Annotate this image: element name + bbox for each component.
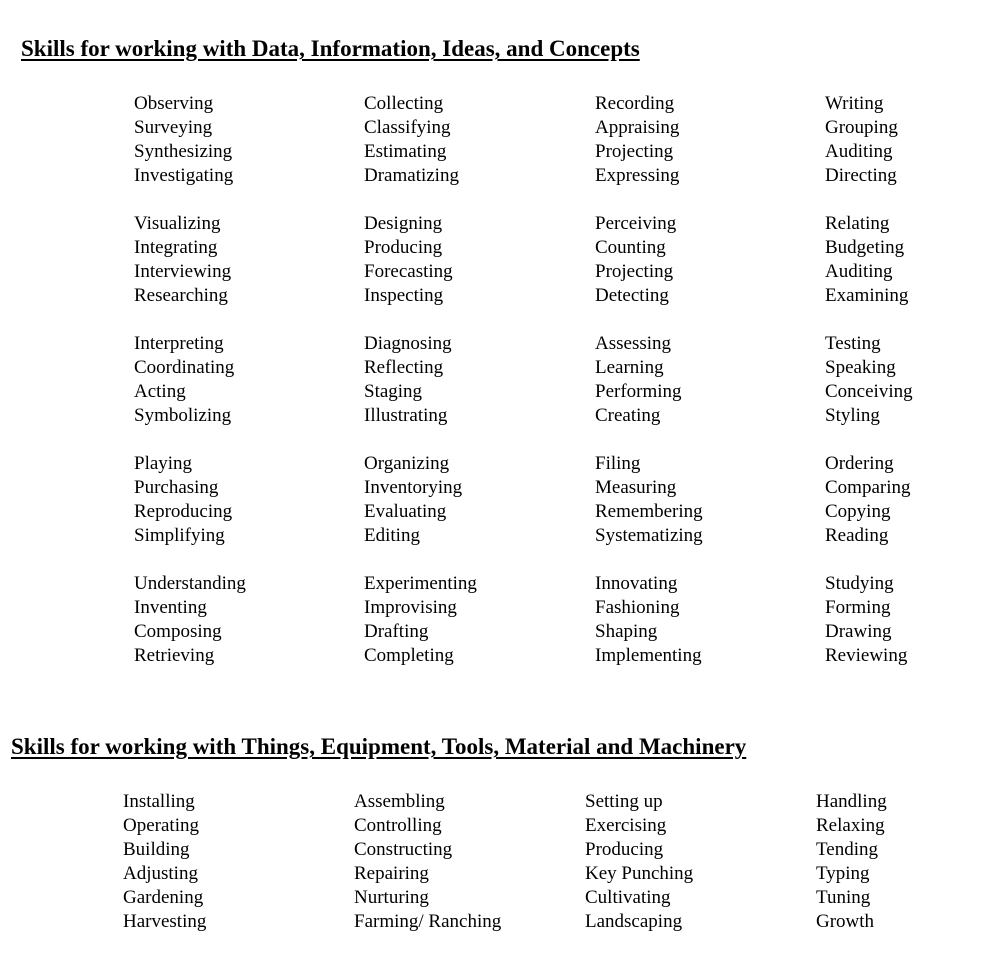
- skills-column: [354, 790, 501, 934]
- skill-word: Completing: [364, 645, 454, 666]
- skill-word: Inventorying: [364, 477, 463, 498]
- skill-word: Staging: [364, 381, 423, 402]
- skill-word: Projecting: [595, 141, 674, 162]
- skill-word: Remembering: [595, 501, 703, 522]
- skill-word: Reading: [825, 525, 889, 546]
- skill-group: [825, 452, 913, 548]
- skill-word: Copying: [825, 501, 891, 522]
- skill-word: Reflecting: [364, 357, 444, 378]
- skill-word: Gardening: [123, 887, 204, 908]
- skill-word: Estimating: [364, 141, 447, 162]
- skill-word: Examining: [825, 285, 909, 306]
- skill-word: Growth: [816, 911, 875, 932]
- skill-group: [825, 212, 913, 308]
- skill-group: [134, 572, 246, 668]
- skill-word: Styling: [825, 405, 880, 426]
- skill-word: Diagnosing: [364, 333, 452, 354]
- skill-word: Producing: [364, 237, 443, 258]
- skill-word: Landscaping: [585, 911, 683, 932]
- skill-word: Illustrating: [364, 405, 448, 426]
- skill-word: Understanding: [134, 573, 246, 594]
- skill-group: [364, 92, 477, 188]
- skill-word: Editing: [364, 525, 420, 546]
- skill-word: Relaxing: [816, 815, 885, 836]
- section-heading-data-ideas: Skills for working with Data, Information, Ideas, and Concepts: [21, 36, 640, 61]
- skill-word: Projecting: [595, 261, 674, 282]
- skill-word: Relating: [825, 213, 890, 234]
- skill-group: [364, 572, 477, 668]
- skill-word: Forecasting: [364, 261, 453, 282]
- skill-group: [364, 452, 477, 548]
- skill-word: Assessing: [595, 333, 672, 354]
- skill-word: Handling: [816, 791, 887, 812]
- skill-word: Constructing: [354, 839, 453, 860]
- skill-word: Exercising: [585, 815, 667, 836]
- skill-group: [595, 212, 703, 308]
- skill-word: Interpreting: [134, 333, 224, 354]
- skill-word: Performing: [595, 381, 682, 402]
- skill-group: [825, 332, 913, 428]
- skill-word: Acting: [134, 381, 186, 402]
- skill-group: [134, 332, 246, 428]
- skill-word: Harvesting: [123, 911, 207, 932]
- skill-word: Drawing: [825, 621, 892, 642]
- skill-word: Retrieving: [134, 645, 215, 666]
- skill-word: Typing: [816, 863, 870, 884]
- skill-word: Budgeting: [825, 237, 905, 258]
- skill-word: Studying: [825, 573, 894, 594]
- skill-word: Inventing: [134, 597, 207, 618]
- skill-word: Purchasing: [134, 477, 219, 498]
- skill-word: Dramatizing: [364, 165, 459, 186]
- skill-word: Appraising: [595, 117, 680, 138]
- skill-group: [825, 92, 913, 188]
- skill-word: Symbolizing: [134, 405, 232, 426]
- skill-word: Writing: [825, 93, 884, 114]
- skill-group: [595, 452, 703, 548]
- skill-word: Reproducing: [134, 501, 233, 522]
- skill-word: Setting up: [585, 791, 663, 812]
- skill-word: Conceiving: [825, 381, 913, 402]
- skill-word: Forming: [825, 597, 891, 618]
- skill-group: [134, 452, 246, 548]
- skill-word: Drafting: [364, 621, 429, 642]
- section-heading-things-equipment: Skills for working with Things, Equipment, Tools, Material and Machinery: [11, 734, 747, 759]
- skills-column: [816, 790, 887, 934]
- skill-word: Installing: [123, 791, 195, 812]
- skill-word: Innovating: [595, 573, 678, 594]
- skill-word: Creating: [595, 405, 661, 426]
- skill-group: [825, 572, 913, 668]
- skill-word: Perceiving: [595, 213, 677, 234]
- skill-word: Comparing: [825, 477, 911, 498]
- skill-word: Auditing: [825, 261, 893, 282]
- skill-word: Detecting: [595, 285, 669, 306]
- skill-word: Nurturing: [354, 887, 429, 908]
- skill-word: Organizing: [364, 453, 450, 474]
- skill-word: Expressing: [595, 165, 680, 186]
- skills-column: [585, 790, 693, 934]
- skill-word: Visualizing: [134, 213, 221, 234]
- skill-word: Coordinating: [134, 357, 235, 378]
- skill-word: Classifying: [364, 117, 451, 138]
- skill-word: Building: [123, 839, 190, 860]
- skill-word: Researching: [134, 285, 228, 306]
- skill-word: Improvising: [364, 597, 457, 618]
- skill-word: Farming/ Ranching: [354, 911, 502, 932]
- skill-word: Ordering: [825, 453, 894, 474]
- skill-word: Producing: [585, 839, 664, 860]
- skill-word: Key Punching: [585, 863, 694, 884]
- skill-word: Implementing: [595, 645, 702, 666]
- skill-word: Auditing: [825, 141, 893, 162]
- skill-word: Repairing: [354, 863, 429, 884]
- skills-column: [595, 92, 703, 692]
- skill-word: Reviewing: [825, 645, 908, 666]
- skill-word: Investigating: [134, 165, 234, 186]
- skill-word: Integrating: [134, 237, 218, 258]
- skill-word: Grouping: [825, 117, 898, 138]
- skill-word: Speaking: [825, 357, 896, 378]
- skill-word: Designing: [364, 213, 443, 234]
- skill-word: Directing: [825, 165, 897, 186]
- skill-word: Composing: [134, 621, 222, 642]
- skill-word: Controlling: [354, 815, 442, 836]
- skill-group: [595, 572, 703, 668]
- skill-word: Shaping: [595, 621, 658, 642]
- skill-word: Collecting: [364, 93, 444, 114]
- skills-column: [134, 92, 246, 692]
- skill-word: Inspecting: [364, 285, 444, 306]
- skill-group: [364, 332, 477, 428]
- skill-word: Tuning: [816, 887, 871, 908]
- skill-word: Fashioning: [595, 597, 680, 618]
- skill-group: [134, 212, 246, 308]
- skill-word: Interviewing: [134, 261, 232, 282]
- skill-word: Adjusting: [123, 863, 198, 884]
- skill-word: Testing: [825, 333, 881, 354]
- skill-word: Tending: [816, 839, 878, 860]
- skill-word: Counting: [595, 237, 666, 258]
- skill-group: [595, 92, 703, 188]
- skill-word: Experimenting: [364, 573, 477, 594]
- skill-group: [595, 332, 703, 428]
- skill-group: [364, 212, 477, 308]
- skill-word: Filing: [595, 453, 641, 474]
- skill-word: Learning: [595, 357, 664, 378]
- skills-column: [364, 92, 477, 692]
- skill-word: Simplifying: [134, 525, 225, 546]
- skill-word: Synthesizing: [134, 141, 233, 162]
- skill-word: Cultivating: [585, 887, 671, 908]
- skill-word: Measuring: [595, 477, 677, 498]
- skill-word: Surveying: [134, 117, 213, 138]
- skills-column: [825, 92, 913, 692]
- skill-word: Playing: [134, 453, 193, 474]
- skill-word: Recording: [595, 93, 675, 114]
- skill-word: Systematizing: [595, 525, 703, 546]
- skill-word: Operating: [123, 815, 199, 836]
- skill-word: Assembling: [354, 791, 445, 812]
- skill-group: [134, 92, 246, 188]
- skills-column: [123, 790, 206, 934]
- skill-word: Evaluating: [364, 501, 447, 522]
- skill-word: Observing: [134, 93, 214, 114]
